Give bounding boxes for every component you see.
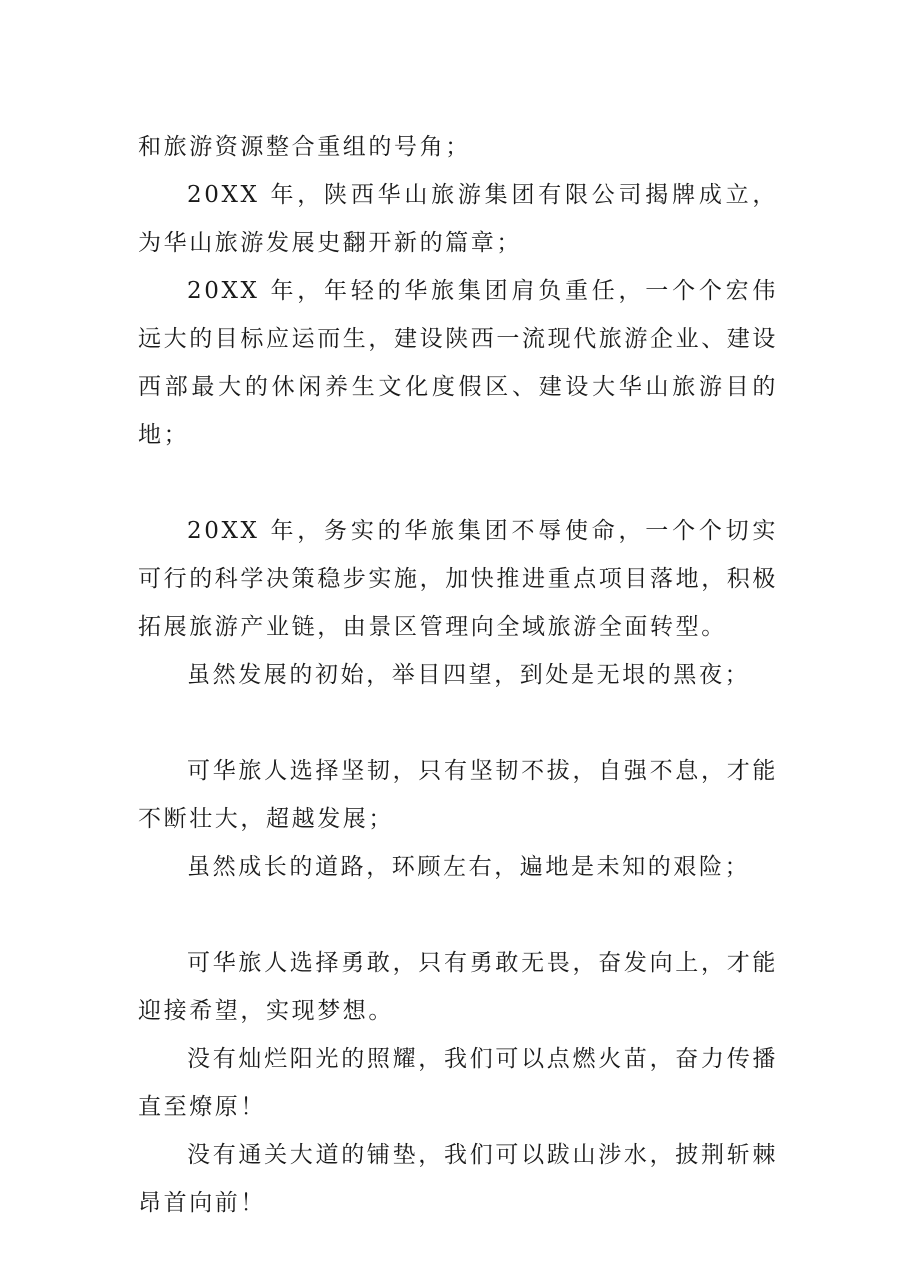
paragraph-7: 虽然成长的道路，环顾左右，遍地是未知的艰险；	[187, 854, 751, 880]
paragraph-gap	[138, 891, 778, 939]
document-body	[138, 123, 778, 1227]
paragraph-3: 20XX 年，年轻的华旅集团肩负重任，一个个宏伟远大的目标应运而生，建设陕西一流现代旅游企业、建设西部最大的休闲养生文化度假区、建设大华山旅游目的地；	[138, 278, 778, 448]
paragraph-gap	[138, 459, 778, 507]
paragraph-1: 和旅游资源整合重组的号角；	[138, 134, 471, 160]
paragraph-5: 虽然发展的初始，举目四望，到处是无垠的黑夜；	[187, 662, 751, 688]
paragraph-gap	[138, 699, 778, 747]
paragraph-2: 20XX 年，陕西华山旅游集团有限公司揭牌成立，为华山旅游发展史翻开新的篇章；	[138, 182, 778, 256]
paragraph-10: 没有通关大道的铺垫，我们可以跋山涉水，披荆斩棘昂首向前！	[138, 1142, 778, 1216]
paragraph-9: 没有灿烂阳光的照耀，我们可以点燃火苗，奋力传播直至燎原！	[138, 1046, 778, 1120]
paragraph-8: 可华旅人选择勇敢，只有勇敢无畏，奋发向上，才能迎接希望，实现梦想。	[138, 950, 778, 1024]
paragraph-4: 20XX 年，务实的华旅集团不辱使命，一个个切实可行的科学决策稳步实施，加快推进重点项目落地，积极拓展旅游产业链，由景区管理向全域旅游全面转型。	[138, 518, 778, 640]
paragraph-6: 可华旅人选择坚韧，只有坚韧不拔，自强不息，才能不断壮大，超越发展；	[138, 758, 778, 832]
